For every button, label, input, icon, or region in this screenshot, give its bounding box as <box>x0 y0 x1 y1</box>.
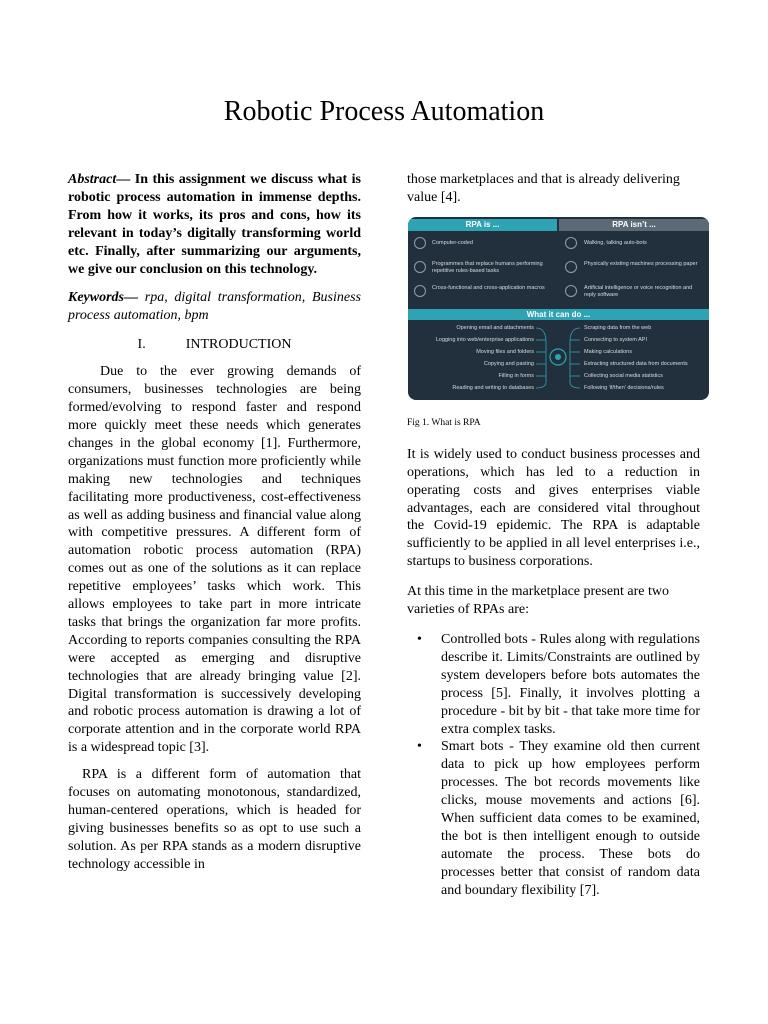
rpa-types-list <box>407 631 700 900</box>
abstract-text: In this assignment we discuss what is robotic process automation in immense depths. From how it works, its pros and cons, how its relevant in today’s digitally transforming world etc. Finally, after summarizing our arguments, we give our conclusion on this technology. <box>68 172 361 277</box>
bullet-icon: • <box>417 631 422 647</box>
left-column <box>68 171 361 874</box>
continued-paragraph: those marketplaces and that is already delivering value [4]. <box>407 172 680 205</box>
can-do-header: What it can do ... <box>408 309 709 320</box>
abstract-dash: — <box>116 172 131 187</box>
connector-lines <box>408 217 709 400</box>
can-do-left-item: Reading and writing to databases <box>452 384 534 391</box>
figure-caption: Fig 1. What is RPA <box>407 417 481 428</box>
rpa-isnt-item: Walking, talking auto-bots <box>584 239 647 246</box>
can-do-left-item: Moving files and folders <box>476 348 534 355</box>
can-do-left-item: Copying and pasting <box>483 360 534 367</box>
rpa-isnt-item: Artificial intelligence or voice recognition and reply software <box>584 284 693 298</box>
section-title: INTRODUCTION <box>185 337 292 353</box>
list-item-text: Controlled bots - Rules along with regulations describe it. Limits/Constraints are outlined by system developers before bots automates the process [5]. Finally, it involves plotting a procedure - bit by bit - that take more time for extra complex tasks. <box>441 631 700 737</box>
abstract-label: Abstract <box>68 172 117 187</box>
body-paragraph-1: It is widely used to conduct business processes and operations, which has led to a reduction in operating costs and gives enterprises viable advantages, each are considered vital throughout the Covid-19 epidemic. The RPA is adaptable sufficiently to be applied in all level enterprises i.e., startups to business corporations. <box>407 446 700 570</box>
intro-paragraph-1: Due to the ever growing demands of consumers, businesses technologies are being formed/evolving to respond faster and respond more quickly meet these needs which generates changes in the global economy [1]. Furthermore, organizations must function more proficiently while making new technologies and techniques facilitating more productiveness, cost-effectiveness as well as adding business and financial value along with competitive pressures. A different form of automation robotic process automation (RPA) comes out as one of the solutions as it can replace repetitive employees’ tasks which work. This allows employees to take part in more intricate tasks that brings the organization far more profits. According to reports companies consulting the RPA were accepted as emerging and disruptive technologies that are already bringing value [2]. Digital transformation is successively developing and robotic process automation is drawing a lot of corporate attention and in the corporate world RPA is a widespread topic [3]. <box>68 364 361 756</box>
body-paragraph-2: At this time in the marketplace present are two varieties of RPAs are: <box>407 584 670 618</box>
keywords-label: Keywords <box>68 290 124 306</box>
keywords-text: rpa, digital transformation, Business process automation, bpm <box>68 290 361 324</box>
can-do-right-item: Scraping data from the web <box>584 324 652 331</box>
rpa-is-item: Programmes that replace humans performing repetitive rules-based tasks <box>432 260 543 274</box>
can-do-right-item: Making calculations <box>584 348 632 355</box>
rpa-figure <box>408 217 709 400</box>
section-number: I. <box>137 337 146 353</box>
paper-title: Robotic Process Automation <box>223 96 545 127</box>
abstract <box>68 171 361 278</box>
can-do-left-item: Filling in forms <box>498 372 534 379</box>
keywords <box>68 289 361 325</box>
rpa-is-item: Cross-functional and cross-application macros <box>432 284 545 291</box>
can-do-right-item: Following 'if/then' decisions/rules <box>584 384 664 391</box>
rpa-isnt-item: Physically existing machines processing paper <box>584 260 698 267</box>
can-do-right-item: Extracting structured data from documents <box>584 360 688 367</box>
right-column <box>407 171 700 900</box>
list-item <box>407 738 700 899</box>
can-do-right-item: Connecting to system API <box>584 336 647 343</box>
keywords-dash: — <box>124 290 138 306</box>
can-do-left-item: Opening email and attachments <box>456 324 534 331</box>
rpa-is-item: Computer-coded <box>432 239 473 246</box>
bullet-icon: • <box>417 739 422 755</box>
section-heading-introduction <box>68 336 361 354</box>
list-item <box>407 631 700 738</box>
can-do-left-item: Logging into web/enterprise applications <box>435 336 534 343</box>
rpa-is-header: RPA is ... <box>408 219 557 231</box>
intro-paragraph-2: RPA is a different form of automation that focuses on automating monotonous, standardized, human-centered operations, which is headed for giving businesses benefits so as opt to use such a solution. As per RPA stands as a modern disruptive technology accessible in <box>68 767 361 872</box>
can-do-right-item: Collecting social media statistics <box>584 372 663 379</box>
rpa-isnt-header: RPA isn’t ... <box>559 219 709 231</box>
list-item-text: Smart bots - They examine old then current data to pick up how employees perform processes. The bot records movements like clicks, mouse movements and actions [6]. When sufficient data comes to be examined, the bot is then intelligent enough to outside automate the process. These bots do processes better that consist of random data and boundary flexibility [7]. <box>441 739 700 898</box>
